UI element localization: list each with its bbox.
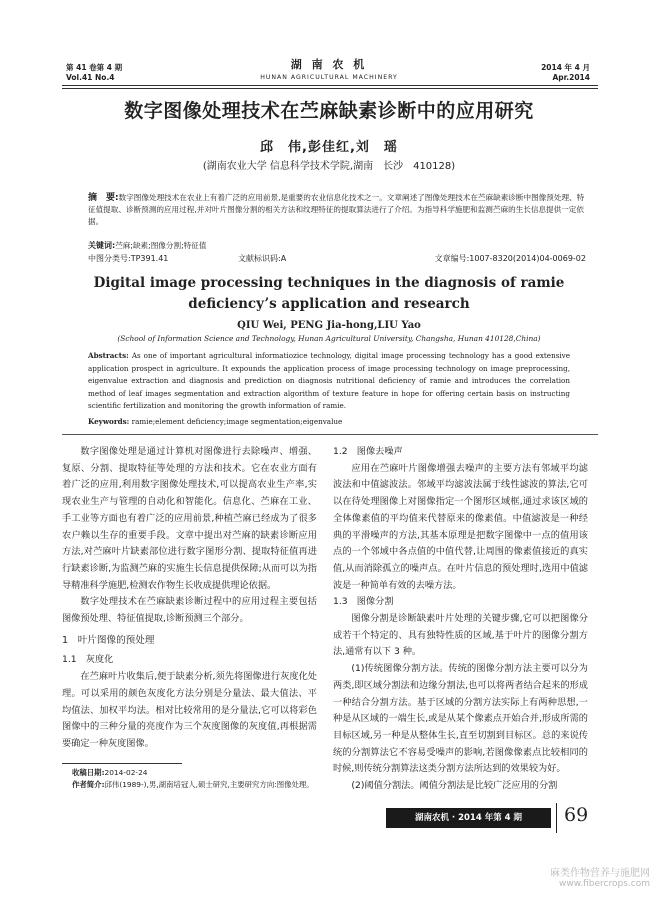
volume-zh: 第 41 卷第 4 期 xyxy=(66,63,123,72)
traditional-method-paragraph: (1)传统图像分割方法。传统的图像分割方法主要可以分为两类,即区域分割法和边缘分割法,也可以将两者结合起来的形成一种结合分割方法。基于区域的分割方法实际上有两种思想,一种是从区域的一端生长,或是从某个像素点开始合并,形成所需的目标区域,另一种是从整体生长,直至切割到目标区。总的来说传统的分割算法它不容易受噪声的影响,若图像像素点比较相同的时候,则传统分割算法这类分割方法所达到的效果较为好。 xyxy=(333,663,588,775)
affiliation-zh: (湖南农业大学 信息科学技术学院,湖南 长沙 410128) xyxy=(202,161,456,172)
keywords-en-text: ramie;element deficiency;image segmentation;eigenvalue xyxy=(131,417,343,426)
abstract-en xyxy=(88,350,570,413)
paper-title-en: Digital image processing techniques in the diagnosis of ramie deficiency’s application and research xyxy=(93,275,565,312)
section-1-2-heading: 1.2 图像去噪声 xyxy=(333,446,403,457)
footer-separator xyxy=(556,803,557,833)
author-bio: 邱伟(1989-),男,湖南培冠人,硕士研究,主要研究方向:图像处理。 xyxy=(104,780,314,789)
footer-journal-issue: 湖南农机 · 2014 年第 4 期 xyxy=(386,808,551,828)
grayscale-paragraph: 在苎麻叶片收集后,便于缺素分析,须先将图像进行灰度化处理。可以采用的颜色灰度化方法分别是分量法、最大值法、平均值法、加权平均法。相对比较常用的是分量法,它可以将彩色图像中的三种分量的亮度作为三个灰度图像的灰度值,再根据需要确定一种灰度图像。 xyxy=(62,671,317,749)
volume-en: Vol.41 No.4 xyxy=(66,73,115,82)
header-rule-thin xyxy=(62,88,598,89)
keywords-zh xyxy=(88,240,586,252)
author-bio-label: 作者简介: xyxy=(72,780,105,789)
article-number: 文章编号:1007-8320(2014)04-0069-02 xyxy=(434,254,586,263)
page-number: 69 xyxy=(564,804,589,826)
journal-name-zh: 湖 南 农 机 xyxy=(290,58,368,71)
keywords-zh-text: 苎麻;缺素;图像分割;特征值 xyxy=(115,241,207,250)
authors-en: QIU Wei, PENG Jia-hong,LIU Yao xyxy=(237,320,421,331)
paper-title-zh: 数字图像处理技术在苎麻缺素诊断中的应用研究 xyxy=(124,100,534,122)
intro-paragraph-1: 数字图像处理是通过计算机对图像进行去除噪声、增强、复原、分割、提取特征等处理的方法和技术。它在农业方面有着广泛的应用,利用数字图像处理技术,可以提高农业生产率,实现农业生产与管理的自动化和智能化。信息化、苎麻在工业、手工业等方面也有着广泛的应用前景,种植苎麻已经成为了很多农户赖以生存的重要手段。文章中提出对苎麻的缺素诊断应用方法,对苎麻叶片缺素部位进行数字图形分割、提取特征值再进行缺素诊断,为监测苎麻的实施生长信息提供保障;从而可以为指导精准科学施肥,检测农作物生长收成提供理论依据。 xyxy=(62,446,317,591)
footnote xyxy=(72,767,322,791)
issue-date xyxy=(541,63,590,83)
abstract-en-label: Abstracts: xyxy=(88,351,129,360)
authors-zh: 邱 伟,彭佳红,刘 瑶 xyxy=(260,140,398,155)
abstract-zh-text: 数字图像处理技术在农业上有着广泛的应用前景,是重要的农业信息化技术之一。文章阐述了图像处理技术在苎麻缺素诊断中图像预处理、特征值提取、诊断预测的应用过程,并对叶片图像分割的相关方法和纹理特征的提取算法进行了介绍。为指导科学施肥和监测苎麻的生长信息提供一定依据。 xyxy=(88,193,585,226)
body-column-right xyxy=(333,444,588,795)
issue-date-en: Apr.2014 xyxy=(552,73,590,82)
received-label: 收稿日期: xyxy=(72,768,105,777)
watermark-zh: 麻类作物营养与施肥网 xyxy=(550,868,650,879)
keywords-en xyxy=(88,417,570,426)
abstract-en-text: As one of important agricultural informatiozice technology, digital image processing technology has a good extensive application prospect in agriculture. It expounds the application process of image processing technology on image preprocessing, eigenvalue extraction and diagnosis and prediction on diagnosis nutritional deficiency of ramie and introduces the correlation method of leaf images segmentation and extraction algorithm of texture feature in hope for offering certain basis on instructing scientific fertilization and monitoring the growth information of ramie. xyxy=(88,351,570,411)
abstract-zh-label: 摘 要: xyxy=(88,193,119,203)
header-rule xyxy=(62,85,598,86)
watermark-en: www.fibercrops.com xyxy=(559,879,650,889)
affiliation-en: (School of Information Science and Technology, Hunan Agricultural University, Changsha, Hunan 410128,China) xyxy=(117,334,541,343)
section-1-heading: 1 叶片图像的预处理 xyxy=(62,634,155,646)
intro-paragraph-2: 数字处理技术在苎麻缺素诊断过程中的应用过程主要包括图像预处理、特征值提取,诊断预测三个部分。 xyxy=(62,596,317,625)
section-1-1-heading: 1.1 灰度化 xyxy=(62,654,114,666)
keywords-en-label: Keywords: xyxy=(88,417,130,426)
journal-name-en: HUNAN AGRICULTURAL MACHINERY xyxy=(260,74,398,81)
received-date: 2014-02-24 xyxy=(104,768,148,777)
threshold-method-paragraph: (2)阈值分割法。阈值分割法是比较广泛应用的分割 xyxy=(351,780,558,792)
abstract-separator xyxy=(62,434,598,435)
keywords-zh-label: 关键词: xyxy=(88,241,116,250)
document-code: 文献标识码:A xyxy=(238,254,287,263)
denoise-paragraph: 应用在苎麻叶片图像增强去噪声的主要方法有邻域平均滤波法和中值滤波法。邻域平均滤波法属于线性滤波的算法,它可以在待处理图像上对图像指定一个图形区域框,通过求该区域的全体像素值的平均值来代替原来的像素值。中值滤波是一种经典的平滑噪声的方法,其基本原理是把数字图像中一点的值用该点的一个邻域中各点值的中值代替,让周围的像素值接近的真实值,从而消除孤立的噪声点。在叶片信息的预处理时,选用中值滤波是一种简单有效的去噪方法。 xyxy=(333,462,588,591)
footnote-rule xyxy=(62,763,182,764)
section-1-3-heading: 1.3 图像分割 xyxy=(333,596,394,608)
abstract-zh xyxy=(88,192,586,228)
issue-date-zh: 2014 年 4 月 xyxy=(541,63,590,72)
clc-number: 中图分类号:TP391.41 xyxy=(88,254,169,263)
segmentation-paragraph: 图像分割是诊断缺素叶片处理的关键步骤,它可以把图像分成若干个特定的、具有独特性质的区域,基于叶片的图像分割方法,通常有以下 3 种。 xyxy=(333,613,588,658)
body-column-left xyxy=(62,444,317,753)
